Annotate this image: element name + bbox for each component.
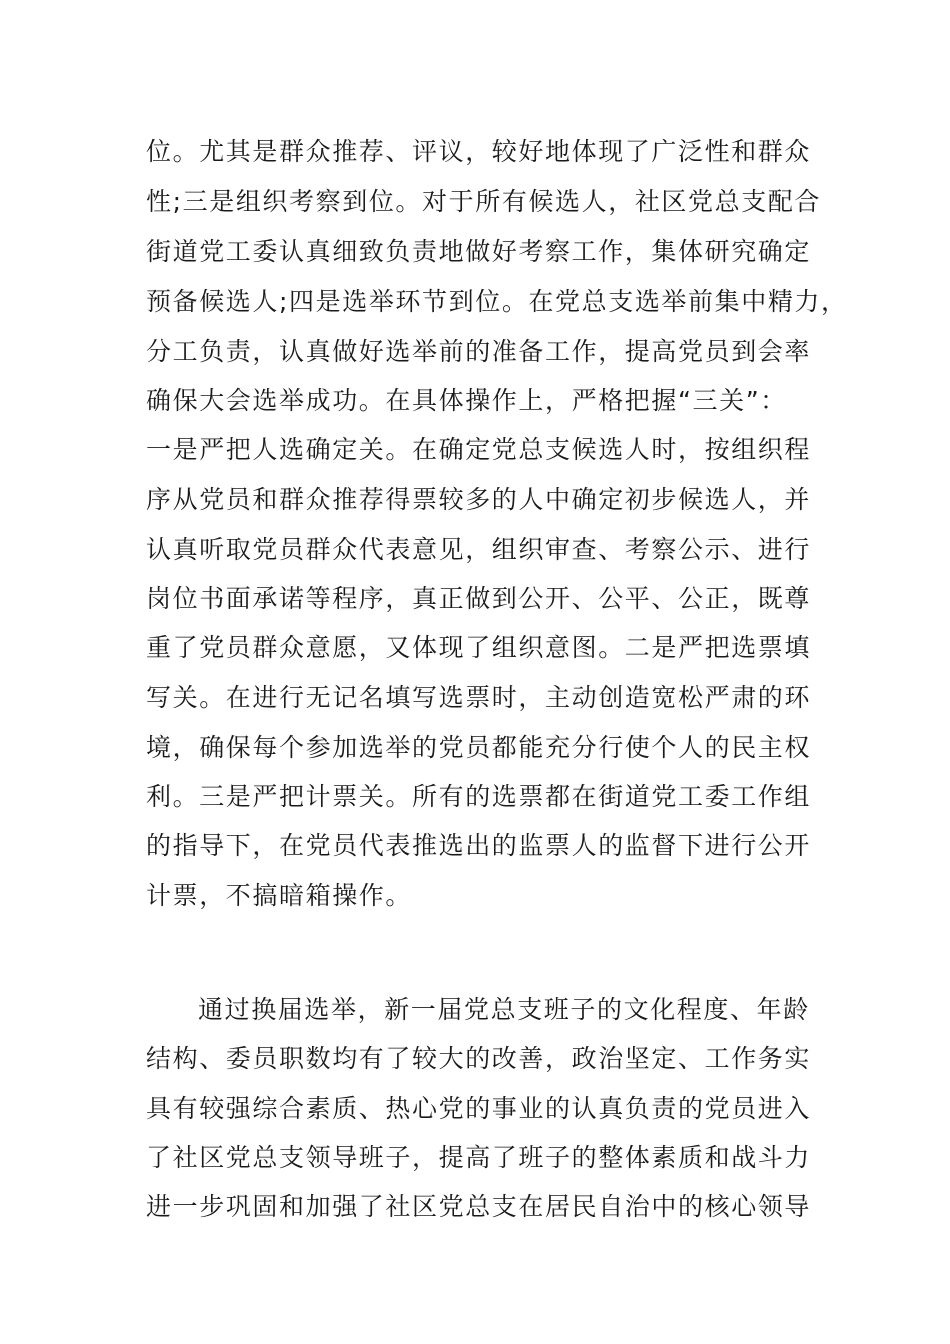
text-line: 认真听取党员群众代表意见，组织审查、考察公示、进行 bbox=[146, 535, 812, 564]
text-line: 岗位书面承诺等程序，真正做到公开、公平、公正，既尊 bbox=[146, 584, 812, 613]
text-line: 进一步巩固和加强了社区党总支在居民自治中的核心领导 bbox=[146, 1192, 812, 1221]
text-line: 街道党工委认真细致负责地做好考察工作，集体研究确定 bbox=[146, 237, 812, 266]
text-line: 结构、委员职数均有了较大的改善，政治坚定、工作务实 bbox=[146, 1044, 812, 1073]
text-line: 的指导下，在党员代表推选出的监票人的监督下进行公开 bbox=[146, 831, 812, 860]
text-line: 具有较强综合素质、热心党的事业的认真负责的党员进入 bbox=[146, 1094, 812, 1123]
text-line: 计票，不搞暗箱操作。 bbox=[146, 881, 413, 910]
text-line: 位。尤其是群众推荐、评议，较好地体现了广泛性和群众 bbox=[146, 137, 812, 166]
text-line: 一是严把人选确定关。在确定党总支候选人时，按组织程 bbox=[146, 435, 812, 464]
text-line: 确保大会选举成功。在具体操作上，严格把握“三关”： bbox=[146, 386, 787, 415]
text-line: 境，确保每个参加选举的党员都能充分行使个人的民主权 bbox=[146, 733, 812, 762]
text-line: 分工负责，认真做好选举前的准备工作，提高党员到会率 bbox=[146, 337, 812, 366]
text-line: 了社区党总支领导班子，提高了班子的整体素质和战斗力 bbox=[146, 1143, 812, 1172]
text-line: 预备候选人;四是选举环节到位。在党总支选举前集中精力， bbox=[146, 287, 848, 316]
text-line: 写关。在进行无记名填写选票时，主动创造宽松严肃的环 bbox=[146, 683, 812, 712]
text-line: 重了党员群众意愿，又体现了组织意图。二是严把选票填 bbox=[146, 633, 812, 662]
text-line: 利。三是严把计票关。所有的选票都在街道党工委工作组 bbox=[146, 782, 812, 811]
text-line: 性;三是组织考察到位。对于所有候选人，社区党总支配合 bbox=[146, 187, 822, 216]
text-line: 通过换届选举，新一届党总支班子的文化程度、年龄 bbox=[198, 995, 810, 1024]
text-line: 序从党员和群众推荐得票较多的人中确定初步候选人，并 bbox=[146, 485, 812, 514]
